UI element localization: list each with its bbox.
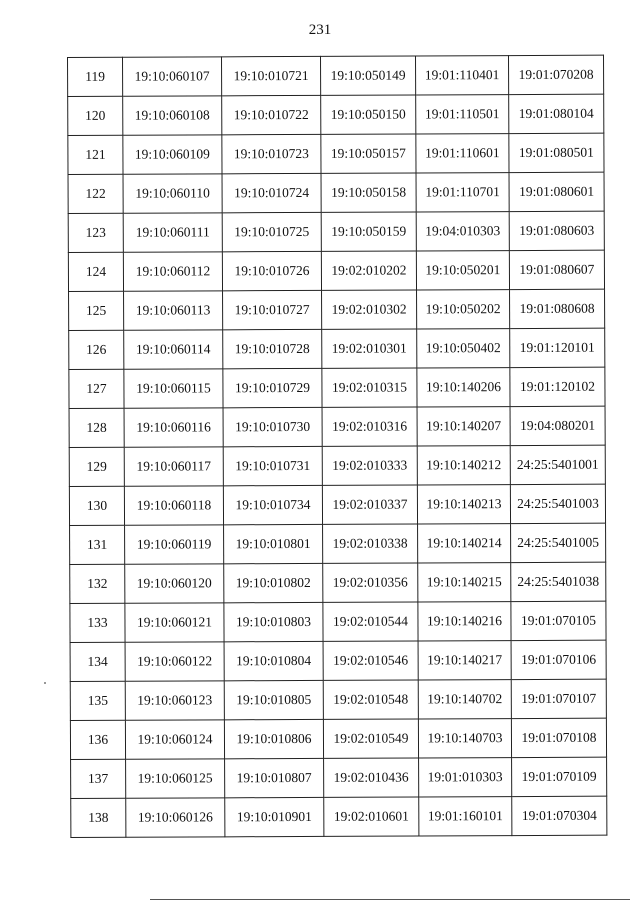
table-row [69, 289, 605, 330]
table-row [69, 328, 605, 369]
cadastral-cell-col3: 19:02:010546 [323, 641, 418, 680]
cadastral-cell-col3: 19:02:010436 [324, 758, 419, 797]
scan-artifact-dot [44, 682, 46, 684]
cadastral-cell-col3: 19:10:050157 [321, 134, 416, 173]
table-row [68, 211, 604, 252]
cadastral-cell-col5: 19:01:080104 [509, 94, 604, 133]
cadastral-cell-col1: 19:10:060118 [124, 486, 223, 525]
cadastral-cell-col5: 19:01:070108 [511, 718, 606, 757]
cadastral-cell-col4: 19:01:110601 [416, 134, 509, 173]
cadastral-cell-col3: 19:02:010337 [322, 485, 417, 524]
cadastral-cell-col3: 19:02:010302 [322, 290, 417, 329]
cadastral-cell-col5: 19:01:120102 [510, 367, 605, 406]
cadastral-cell-col5: 19:01:080603 [509, 211, 604, 250]
cadastral-cell-col1: 19:10:060125 [126, 759, 225, 798]
cadastral-cell-col5: 19:01:070105 [511, 601, 606, 640]
cadastral-cell-col4: 19:10:140214 [418, 524, 511, 563]
page-number: 231 [308, 22, 332, 38]
cadastral-cell-col2: 19:10:010803 [224, 602, 323, 641]
cadastral-cell-col4: 19:10:140216 [418, 602, 511, 641]
table-row [69, 406, 605, 447]
cadastral-cell-col3: 19:02:010315 [322, 368, 417, 407]
row-number-cell: 138 [71, 798, 126, 837]
row-number-cell: 126 [69, 330, 124, 369]
table-row [71, 796, 607, 837]
row-number-cell: 121 [68, 135, 123, 174]
cadastral-cell-col4: 19:10:140703 [418, 719, 511, 758]
cadastral-cell-col4: 19:10:050202 [417, 290, 510, 329]
table-row [70, 679, 606, 720]
table-row [69, 445, 605, 486]
cadastral-cell-col1: 19:10:060114 [124, 330, 223, 369]
row-number-cell: 119 [68, 57, 123, 96]
cadastral-cell-col3: 19:02:010333 [322, 446, 417, 485]
cadastral-cell-col1: 19:10:060110 [123, 174, 222, 213]
cadastral-cell-col2: 19:10:010730 [223, 407, 322, 446]
scan-artifact-line [150, 899, 630, 900]
row-number-cell: 134 [70, 642, 125, 681]
cadastral-cell-col4: 19:10:140206 [417, 368, 510, 407]
cadastral-cell-col5: 19:01:080501 [509, 133, 604, 172]
cadastral-cell-col1: 19:10:060111 [123, 213, 222, 252]
cadastral-cell-col2: 19:10:010806 [224, 719, 323, 758]
cadastral-cell-col1: 19:10:060121 [125, 603, 224, 642]
cadastral-cell-col3: 19:10:050150 [321, 95, 416, 134]
cadastral-cell-col3: 19:02:010356 [323, 563, 418, 602]
cadastral-cell-col5: 19:01:070107 [511, 679, 606, 718]
cadastral-cell-col1: 19:10:060119 [125, 525, 224, 564]
cadastral-cell-col4: 19:01:160101 [419, 797, 512, 836]
cadastral-cell-col5: 19:01:070109 [512, 757, 607, 796]
table-body [68, 55, 607, 837]
row-number-cell: 131 [70, 525, 125, 564]
table-row [70, 640, 606, 681]
cadastral-cell-col5: 19:01:120101 [510, 328, 605, 367]
cadastral-cell-col5: 24:25:5401038 [511, 562, 606, 601]
cadastral-cell-col1: 19:10:060123 [125, 681, 224, 720]
cadastral-cell-col3: 19:02:010548 [323, 680, 418, 719]
table-row [70, 718, 606, 759]
cadastral-numbers-table [67, 55, 607, 838]
cadastral-cell-col3: 19:02:010301 [322, 329, 417, 368]
table-row [69, 484, 605, 525]
cadastral-cell-col3: 19:02:010544 [323, 602, 418, 641]
row-number-cell: 123 [68, 213, 123, 252]
cadastral-cell-col5: 19:04:080201 [510, 406, 605, 445]
cadastral-cell-col4: 19:10:050402 [417, 329, 510, 368]
row-number-cell: 133 [70, 603, 125, 642]
cadastral-cell-col1: 19:10:060116 [124, 408, 223, 447]
cadastral-cell-col2: 19:10:010731 [223, 446, 322, 485]
cadastral-cell-col1: 19:10:060112 [123, 252, 222, 291]
table-row [70, 601, 606, 642]
cadastral-cell-col3: 19:02:010601 [324, 797, 419, 836]
cadastral-cell-col5: 19:01:080607 [509, 250, 604, 289]
cadastral-cell-col2: 19:10:010726 [222, 251, 321, 290]
table-row [68, 55, 604, 96]
row-number-cell: 128 [69, 408, 124, 447]
cadastral-cell-col5: 19:01:080608 [510, 289, 605, 328]
row-number-cell: 127 [69, 369, 124, 408]
cadastral-cell-col3: 19:10:050159 [321, 212, 416, 251]
row-number-cell: 136 [70, 720, 125, 759]
table-row [69, 367, 605, 408]
cadastral-cell-col5: 19:01:070304 [512, 796, 607, 835]
cadastral-cell-col1: 19:10:060117 [124, 447, 223, 486]
cadastral-cell-col1: 19:10:060122 [125, 642, 224, 681]
table-row [71, 757, 607, 798]
cadastral-cell-col1: 19:10:060120 [125, 564, 224, 603]
cadastral-cell-col2: 19:10:010804 [224, 641, 323, 680]
cadastral-cell-col5: 19:01:070106 [511, 640, 606, 679]
table-row [68, 94, 604, 135]
table-row [68, 172, 604, 213]
cadastral-cell-col1: 19:10:060113 [124, 291, 223, 330]
cadastral-cell-col4: 19:01:110701 [416, 173, 509, 212]
cadastral-cell-col5: 24:25:5401003 [510, 484, 605, 523]
cadastral-cell-col4: 19:10:140702 [418, 680, 511, 719]
cadastral-cell-col2: 19:10:010724 [222, 173, 321, 212]
row-number-cell: 135 [70, 681, 125, 720]
cadastral-cell-col3: 19:02:010338 [323, 524, 418, 563]
cadastral-cell-col5: 24:25:5401001 [510, 445, 605, 484]
row-number-cell: 129 [69, 447, 124, 486]
cadastral-cell-col2: 19:10:010805 [224, 680, 323, 719]
row-number-cell: 137 [71, 759, 126, 798]
cadastral-cell-col4: 19:01:110501 [416, 95, 509, 134]
row-number-cell: 120 [68, 96, 123, 135]
cadastral-cell-col2: 19:10:010728 [223, 329, 322, 368]
cadastral-cell-col3: 19:10:050149 [320, 56, 415, 95]
cadastral-cell-col5: 19:01:080601 [509, 172, 604, 211]
cadastral-cell-col3: 19:10:050158 [321, 173, 416, 212]
cadastral-cell-col2: 19:10:010727 [223, 290, 322, 329]
cadastral-cell-col5: 24:25:5401005 [511, 523, 606, 562]
cadastral-cell-col2: 19:10:010729 [223, 368, 322, 407]
cadastral-cell-col4: 19:01:110401 [415, 56, 508, 95]
cadastral-cell-col2: 19:10:010802 [224, 563, 323, 602]
cadastral-cell-col2: 19:10:010901 [225, 797, 324, 836]
cadastral-cell-col1: 19:10:060107 [123, 57, 222, 96]
row-number-cell: 130 [69, 486, 124, 525]
cadastral-cell-col4: 19:10:140215 [418, 563, 511, 602]
row-number-cell: 125 [69, 291, 124, 330]
cadastral-cell-col3: 19:02:010316 [322, 407, 417, 446]
cadastral-cell-col3: 19:02:010202 [321, 251, 416, 290]
cadastral-cell-col4: 19:04:010303 [416, 212, 509, 251]
cadastral-cell-col2: 19:10:010734 [223, 485, 322, 524]
table-row [70, 523, 606, 564]
cadastral-cell-col2: 19:10:010722 [222, 95, 321, 134]
cadastral-cell-col4: 19:10:140217 [418, 641, 511, 680]
cadastral-cell-col3: 19:02:010549 [323, 719, 418, 758]
cadastral-cell-col4: 19:10:140212 [417, 446, 510, 485]
row-number-cell: 122 [68, 174, 123, 213]
cadastral-cell-col1: 19:10:060109 [123, 135, 222, 174]
table-row [68, 133, 604, 174]
row-number-cell: 124 [68, 252, 123, 291]
cadastral-cell-col4: 19:10:050201 [416, 251, 509, 290]
cadastral-cell-col4: 19:01:010303 [419, 758, 512, 797]
cadastral-cell-col4: 19:10:140207 [417, 407, 510, 446]
cadastral-cell-col5: 19:01:070208 [508, 55, 603, 94]
cadastral-cell-col1: 19:10:060108 [123, 96, 222, 135]
table-row [70, 562, 606, 603]
cadastral-cell-col1: 19:10:060124 [125, 720, 224, 759]
table-row [68, 250, 604, 291]
row-number-cell: 132 [70, 564, 125, 603]
cadastral-cell-col1: 19:10:060115 [124, 369, 223, 408]
cadastral-cell-col2: 19:10:010723 [222, 134, 321, 173]
cadastral-cell-col2: 19:10:010807 [225, 758, 324, 797]
cadastral-cell-col4: 19:10:140213 [417, 485, 510, 524]
cadastral-cell-col2: 19:10:010725 [222, 212, 321, 251]
cadastral-cell-col2: 19:10:010801 [224, 524, 323, 563]
cadastral-cell-col2: 19:10:010721 [222, 56, 321, 95]
cadastral-cell-col1: 19:10:060126 [126, 798, 225, 837]
